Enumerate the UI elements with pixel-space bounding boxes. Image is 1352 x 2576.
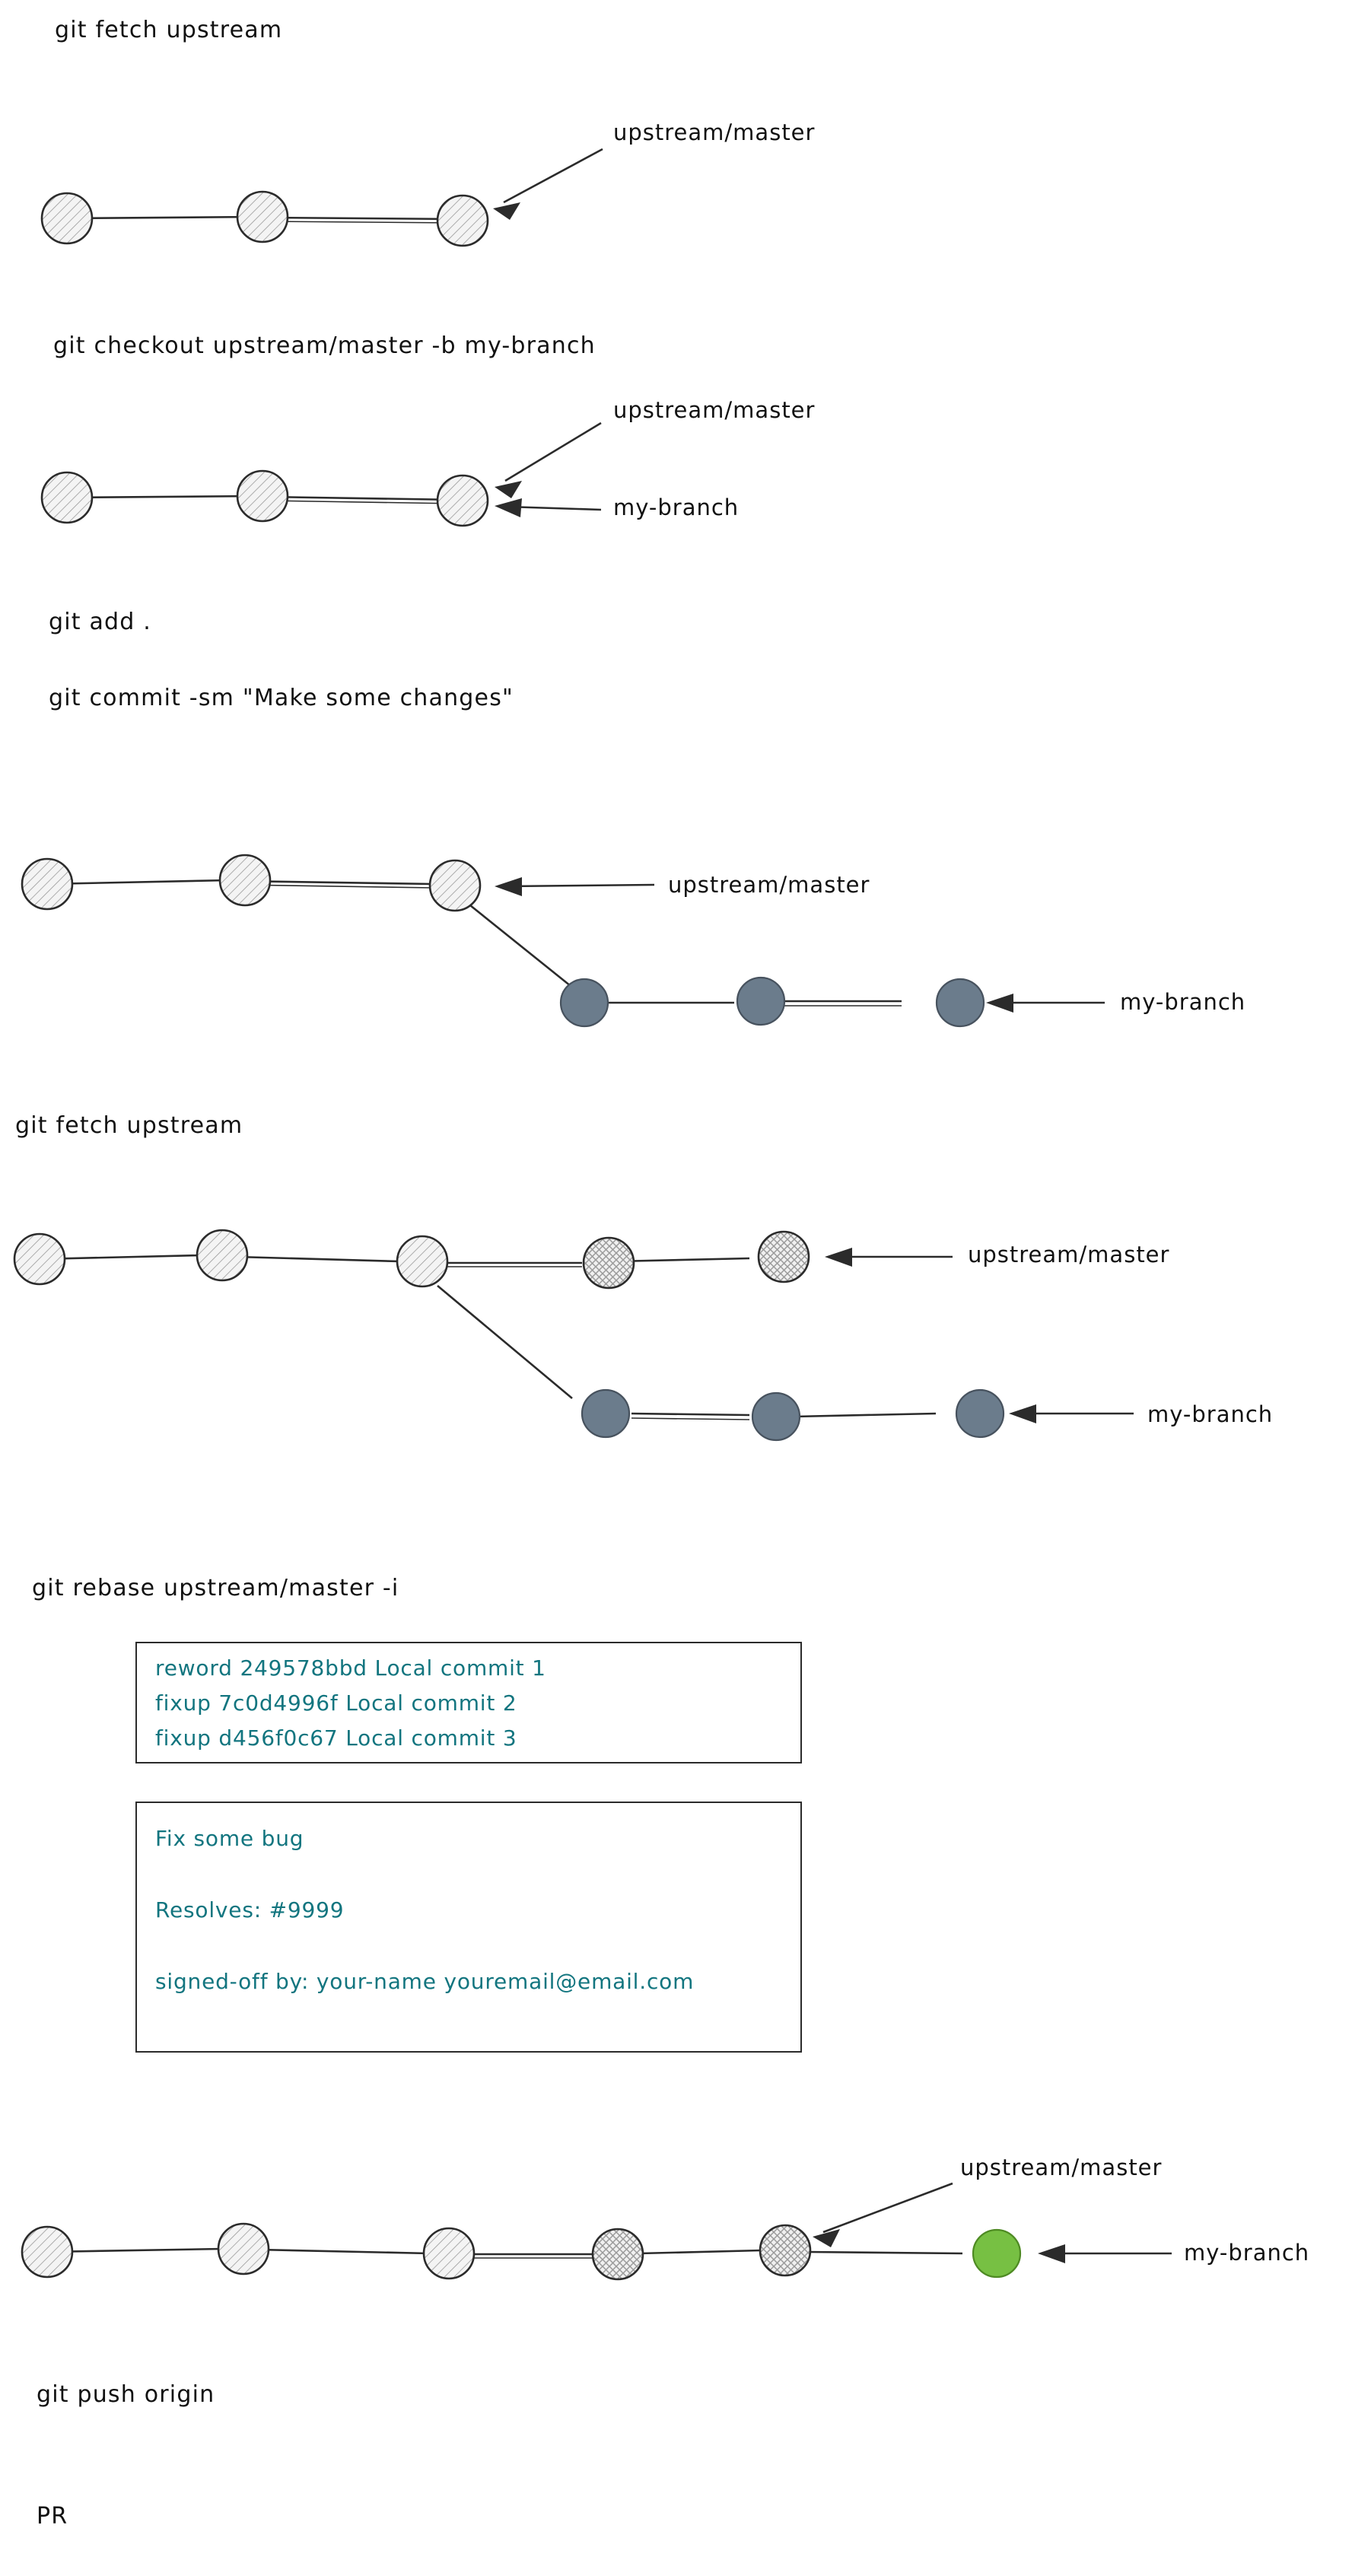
commit-node[interactable]: [237, 471, 288, 521]
command-git-push-origin: git push origin: [37, 2381, 215, 2408]
label-my-branch: my-branch: [1147, 1401, 1274, 1427]
squashed-commit-node[interactable]: [973, 2230, 1020, 2277]
commit-node[interactable]: [424, 2228, 474, 2279]
command-pr: PR: [37, 2503, 68, 2530]
commit-node[interactable]: [220, 855, 270, 905]
command-git-rebase-interactive: git rebase upstream/master -i: [32, 1575, 399, 1601]
commit-message-editor[interactable]: [135, 1802, 802, 2053]
commit-message-subject: Fix some bug: [155, 1826, 304, 1851]
commit-node[interactable]: [42, 472, 92, 523]
local-commit-node[interactable]: [937, 979, 984, 1026]
label-upstream-master: upstream/master: [968, 1242, 1170, 1267]
upstream-new-commit-node[interactable]: [584, 1238, 634, 1288]
upstream-new-commit-node[interactable]: [759, 1232, 809, 1282]
commit-node[interactable]: [42, 193, 92, 243]
label-my-branch: my-branch: [1120, 989, 1246, 1015]
label-my-branch: my-branch: [1184, 2240, 1310, 2266]
rebase-todo-line-2: fixup 7c0d4996f Local commit 2: [155, 1690, 517, 1716]
commit-message-signoff: signed-off by: your-name youremail@email.com: [155, 1969, 695, 1994]
upstream-new-commit-node[interactable]: [593, 2229, 643, 2279]
section-checkout-graph: [42, 423, 601, 526]
rebase-todo-editor[interactable]: [135, 1642, 802, 1763]
command-git-checkout-branch: git checkout upstream/master -b my-branch: [53, 332, 596, 359]
commit-node[interactable]: [14, 1234, 65, 1284]
commit-node[interactable]: [22, 859, 72, 909]
commit-node[interactable]: [218, 2224, 269, 2274]
command-git-commit: git commit -sm "Make some changes": [49, 685, 514, 711]
label-upstream-master: upstream/master: [613, 119, 816, 145]
section-fetch-1-graph: [42, 149, 603, 246]
commit-message-resolves: Resolves: #9999: [155, 1897, 345, 1922]
commit-node[interactable]: [197, 1230, 247, 1280]
rebase-todo-line-3: fixup d456f0c67 Local commit 3: [155, 1725, 517, 1751]
rebase-todo-line-1: reword 249578bbd Local commit 1: [155, 1655, 546, 1681]
label-upstream-master: upstream/master: [960, 2155, 1163, 2180]
label-my-branch: my-branch: [613, 495, 740, 520]
command-git-fetch-upstream-1: git fetch upstream: [55, 17, 283, 43]
commit-node-upstream-head[interactable]: [437, 196, 488, 246]
local-commit-node[interactable]: [956, 1390, 1004, 1437]
commit-node-upstream-head[interactable]: [437, 475, 488, 526]
command-git-add: git add .: [49, 609, 152, 635]
local-commit-node[interactable]: [582, 1390, 629, 1437]
label-upstream-master: upstream/master: [613, 397, 816, 423]
local-commit-node[interactable]: [752, 1393, 800, 1440]
commit-node[interactable]: [237, 192, 288, 242]
local-commit-node[interactable]: [737, 978, 784, 1025]
commit-node[interactable]: [397, 1236, 447, 1286]
local-commit-node[interactable]: [561, 979, 608, 1026]
label-upstream-master: upstream/master: [668, 872, 870, 898]
upstream-new-commit-node[interactable]: [760, 2225, 810, 2275]
command-git-fetch-upstream-2: git fetch upstream: [15, 1112, 243, 1139]
commit-node-upstream-head[interactable]: [430, 860, 480, 911]
commit-node[interactable]: [22, 2227, 72, 2277]
